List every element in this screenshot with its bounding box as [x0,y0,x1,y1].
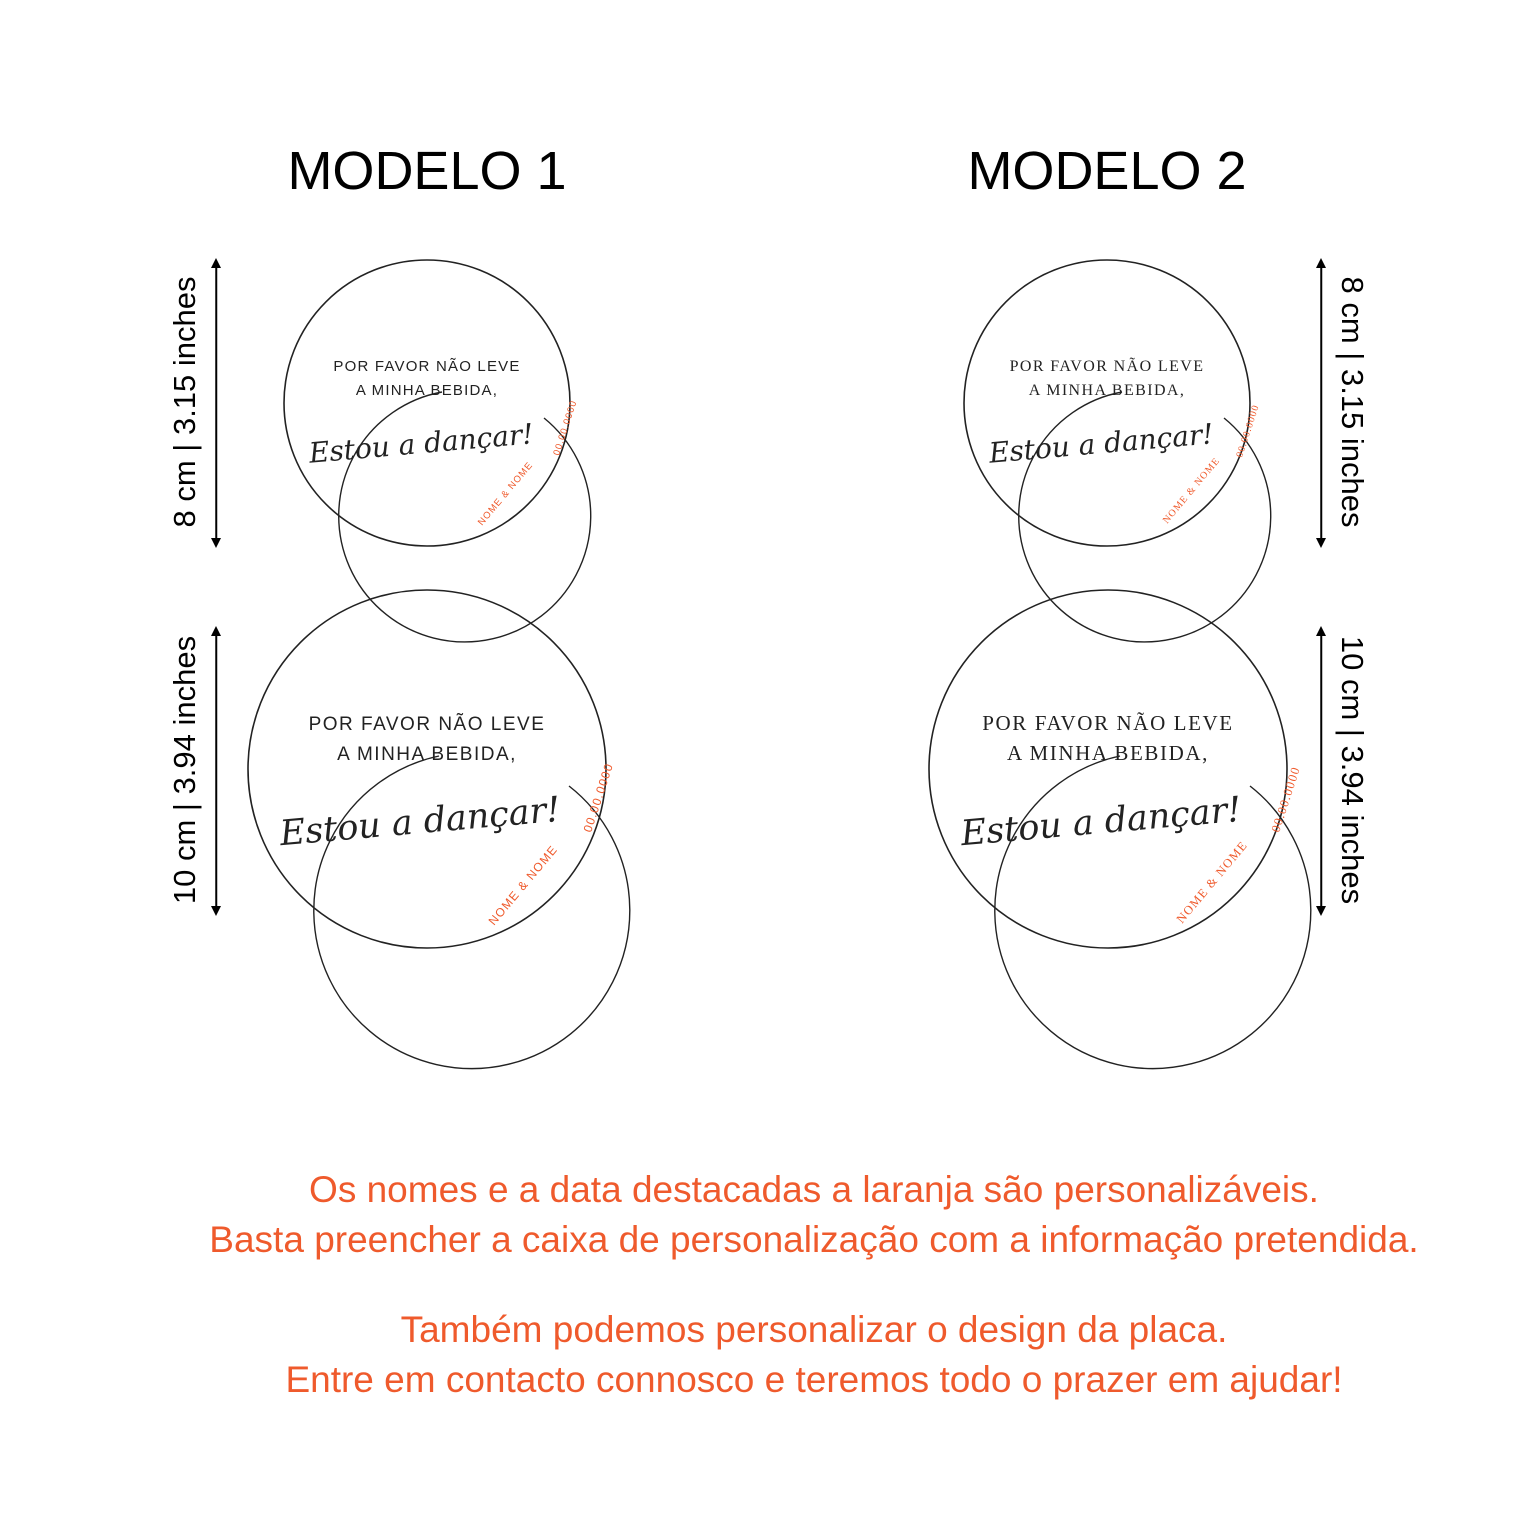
coaster-model1-large [246,588,616,953]
coaster-line2: A MINHA BEBIDA, [1007,741,1209,765]
coaster-script: Estou a dançar! [307,417,535,470]
coaster-model2-small [962,258,1262,548]
note-line-1: Os nomes e a data destacadas a laranja são personalizáveis. [309,1169,1319,1210]
coaster-script: Estou a dançar! [987,417,1215,470]
model-1-title: MODELO 1 [287,141,567,201]
coaster-script: Estou a dançar! [959,789,1243,855]
coaster-names: NOME & NOME [475,459,536,528]
coaster-line1: POR FAVOR NÃO LEVE [1009,358,1205,375]
coaster-names: NOME & NOME [1173,838,1251,926]
coaster-model2-large [927,588,1303,953]
coaster-line2: A MINHA BEBIDA, [1028,382,1186,399]
arrow-down-icon [1316,538,1326,548]
note-line-2: Basta preencher a caixa de personalização com a informação pretendida. [209,1219,1419,1260]
outer-ring [929,590,1287,948]
note-line-3: Também podemos personalizar o design da placa. [400,1309,1228,1350]
coaster-date: 00.00.0000 [1268,764,1303,834]
coaster-names: NOME & NOME [485,842,561,928]
arrow-down-icon [1316,906,1326,916]
size-label-m1-small: 8 cm | 3.15 inches [167,276,202,528]
coaster-names: NOME & NOME [1160,455,1223,526]
coaster-line1: POR FAVOR NÃO LEVE [333,358,521,375]
coaster-script: Estou a dançar! [278,789,562,855]
size-label-m2-large: 10 cm | 3.94 inches [1335,635,1370,905]
coaster-line2: A MINHA BEBIDA, [337,744,517,765]
size-label-m2-small: 8 cm | 3.15 inches [1335,276,1370,528]
size-label-m1-large: 10 cm | 3.94 inches [167,635,202,905]
outer-ring [248,590,606,948]
design-note [46,1305,1536,1405]
coaster-date: 00.00.0000 [1234,403,1262,459]
coaster-date: 00.00.0000 [551,398,580,457]
arrow-down-icon [211,538,221,548]
outer-ring [284,260,570,546]
model-2-title: MODELO 2 [967,141,1247,201]
arrow-down-icon [211,906,221,916]
outer-ring [964,260,1250,546]
coaster-line1: POR FAVOR NÃO LEVE [308,714,546,735]
note-line-4: Entre em contacto connosco e teremos todo o prazer em ajudar! [285,1359,1343,1400]
personalization-note [46,1165,1536,1265]
coaster-date: 00.00.0000 [580,761,617,834]
coaster-line1: POR FAVOR NÃO LEVE [982,711,1234,735]
coaster-line2: A MINHA BEBIDA, [355,382,499,399]
coaster-model1-small [282,258,582,548]
